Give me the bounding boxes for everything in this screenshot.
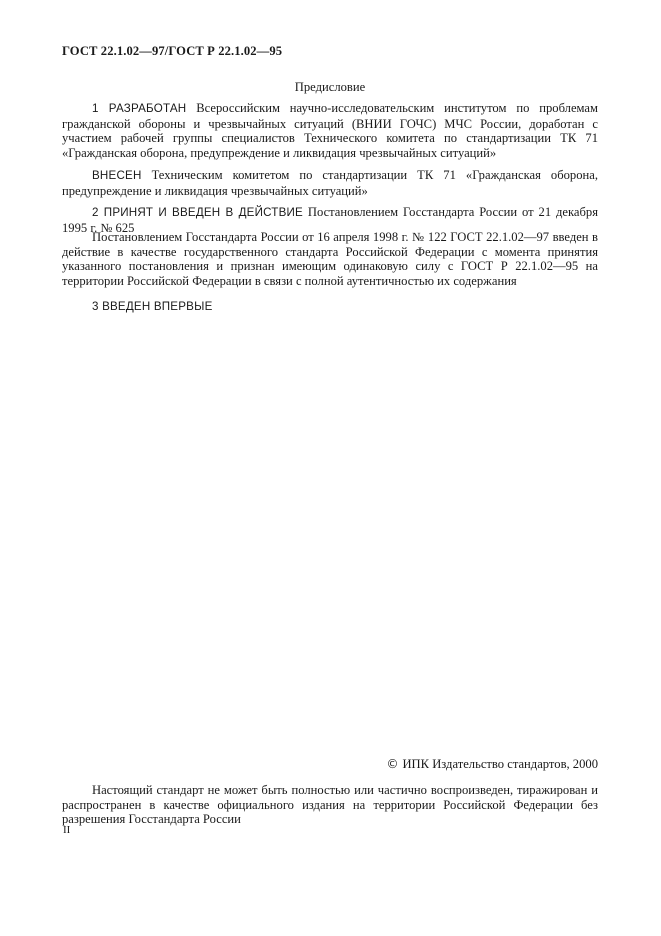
paragraph-lead: 1 РАЗРАБОТАН <box>92 102 187 115</box>
paragraph-first-introduced <box>62 299 598 315</box>
copyright-line <box>386 757 598 772</box>
paragraph-text: Техническим комитетом по стандартизации ТК 71 «Гражданская оборона, предупреждение и ликвидация чрезвычайных ситуаций» <box>62 168 599 198</box>
notice-text: Настоящий стандарт не может быть полностью или частично воспроизведен, тиражирован и распространен в качестве официального издания на территории Российской Федерации без разрешения Госстандарта России <box>62 783 598 827</box>
paragraph-text: Всероссийским научно-исследовательским институтом по проблемам гражданской обороны и чрезвычайных ситуаций (ВНИИ ГОЧС) МЧС России, доработан с участием рабочей группы специалистов Технического комитета по стандартизации ТК 71 «Гражданская оборона, предупреждение и ликвидация чрезвычайных ситуаций» <box>62 101 598 160</box>
paragraph-lead: 3 ВВЕДЕН ВПЕРВЫЕ <box>92 300 213 313</box>
paragraph-text: Постановлением Госстандарта России от 21 декабря 1995 г. № 625 <box>62 205 598 235</box>
paragraph-text: Постановлением Госстандарта России от 16 апреля 1998 г. № 122 ГОСТ 22.1.02—97 введен в действие в качестве государственного стандарта Российской Федерации с момента принятия указанного постановления и признан имеющим одинаковую силу с ГОСТ Р 22.1.02—95 на территории Российской Федерации в связи с полной аутентичностью их содержания <box>62 230 598 288</box>
document-header-code: ГОСТ 22.1.02—97/ГОСТ Р 22.1.02—95 <box>62 44 283 58</box>
paragraph-developed <box>62 101 598 160</box>
paragraph-lead: ВНЕСЕН <box>92 169 142 182</box>
reproduction-notice <box>62 783 598 827</box>
page-number: II <box>63 824 71 836</box>
paragraph-introduced <box>62 168 598 198</box>
copyright-icon: © <box>386 757 399 771</box>
section-title: Предисловие <box>294 80 366 94</box>
copyright-text: ИПК Издательство стандартов, 2000 <box>402 757 598 771</box>
paragraph-resolution <box>62 230 598 288</box>
paragraph-lead: 2 ПРИНЯТ И ВВЕДЕН В ДЕЙСТВИЕ <box>92 206 303 219</box>
